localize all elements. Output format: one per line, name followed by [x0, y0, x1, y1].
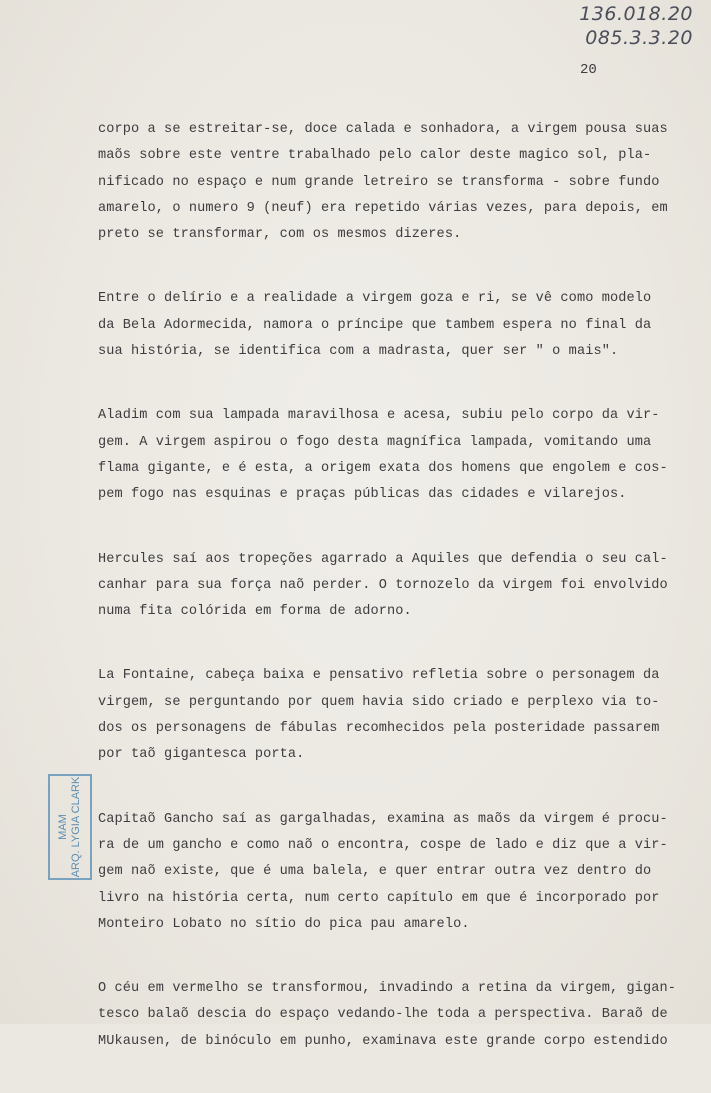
paragraph [98, 663, 660, 768]
text-line: La Fontaine, cabeça baixa e pensativo refletia sobre o personagem da [98, 668, 660, 684]
page-number: 20 [580, 62, 597, 78]
text-line: por taõ gigantesca porta. [98, 747, 305, 763]
archive-reference [579, 2, 693, 50]
text-line: O céu em vermelho se transformou, invadindo a retina da virgem, gigan- [98, 981, 677, 997]
text-line: canhar para sua força naõ perder. O tornozelo da virgem foi envolvido [98, 577, 668, 593]
text-line: preto se transformar, com os mesmos dizeres. [98, 227, 462, 243]
text-line: ra de um gancho e como naõ o encontra, cospe de lado e diz que a vir- [98, 837, 668, 853]
text-line: dos os personagens de fábulas recomhecidos pela posteridade passarem [98, 721, 660, 737]
text-line: Entre o delírio e a realidade a virgem goza e ri, se vê como modelo [98, 291, 652, 307]
text-line: maõs sobre este ventre trabalhado pelo calor deste magico sol, pla- [98, 148, 652, 164]
text-line: gem naõ existe, que é uma balela, e quer entrar outra vez dentro do [98, 864, 652, 880]
text-line: Hercules saí aos tropeções agarrado a Aquiles que defendia o seu cal- [98, 551, 668, 567]
paragraph [98, 976, 677, 1055]
archive-ref-line-2: 085.3.3.20 [585, 27, 693, 49]
paragraph [98, 547, 668, 626]
text-line: tesco balaõ descia do espaço vedando-lhe toda a perspectiva. Baraõ de [98, 1007, 668, 1023]
text-line: livro na história certa, num certo capítulo em que é incorporado por [98, 890, 660, 906]
text-line: nificado no espaço e num grande letreiro se transforma - sobre fundo [98, 174, 660, 190]
text-line: MUkausen, de binóculo em punho, examinava este grande corpo estendido [98, 1033, 668, 1049]
text-line: sua história, se identifica com a madrasta, quer ser " o mais". [98, 344, 619, 360]
text-line: corpo a se estreitar-se, doce calada e sonhadora, a virgem pousa suas [98, 122, 668, 137]
text-line: gem. A virgem aspirou o fogo desta magnífica lampada, vomitando uma [98, 434, 652, 450]
text-line: amarelo, o numero 9 (neuf) era repetido várias vezes, para depois, em [98, 200, 668, 216]
body-text [98, 117, 677, 1093]
text-line: da Bela Adormecida, namora o príncipe que tambem espera no final da [98, 317, 652, 333]
text-line: Aladim com sua lampada maravilhosa e acesa, subiu pelo corpo da vir- [98, 408, 660, 424]
text-line: Monteiro Lobato no sítio do pica pau amarelo. [98, 916, 470, 932]
paragraph [98, 117, 668, 248]
archive-stamp [48, 774, 92, 880]
paragraph [98, 403, 668, 508]
text-line: Capitaõ Gancho saí as gargalhadas, examina as maõs da virgem é procu- [98, 811, 668, 827]
stamp-line-2: ARQ. LYGIA CLARK [70, 776, 82, 878]
paragraph [98, 807, 668, 938]
archive-ref-line-1: 136.018.20 [579, 3, 693, 25]
text-line: numa fita colórida em forma de adorno. [98, 604, 412, 620]
paragraph [98, 286, 652, 365]
text-line: pem fogo nas esquinas e praças públicas das cidades e vilarejos. [98, 487, 627, 503]
text-line: flama gigante, e é esta, a origem exata dos homens que engolem e cos- [98, 460, 668, 476]
text-line: virgem, se perguntando por quem havia sido criado e perplexo via to- [98, 694, 660, 710]
stamp-line-1: MAM [57, 814, 69, 840]
